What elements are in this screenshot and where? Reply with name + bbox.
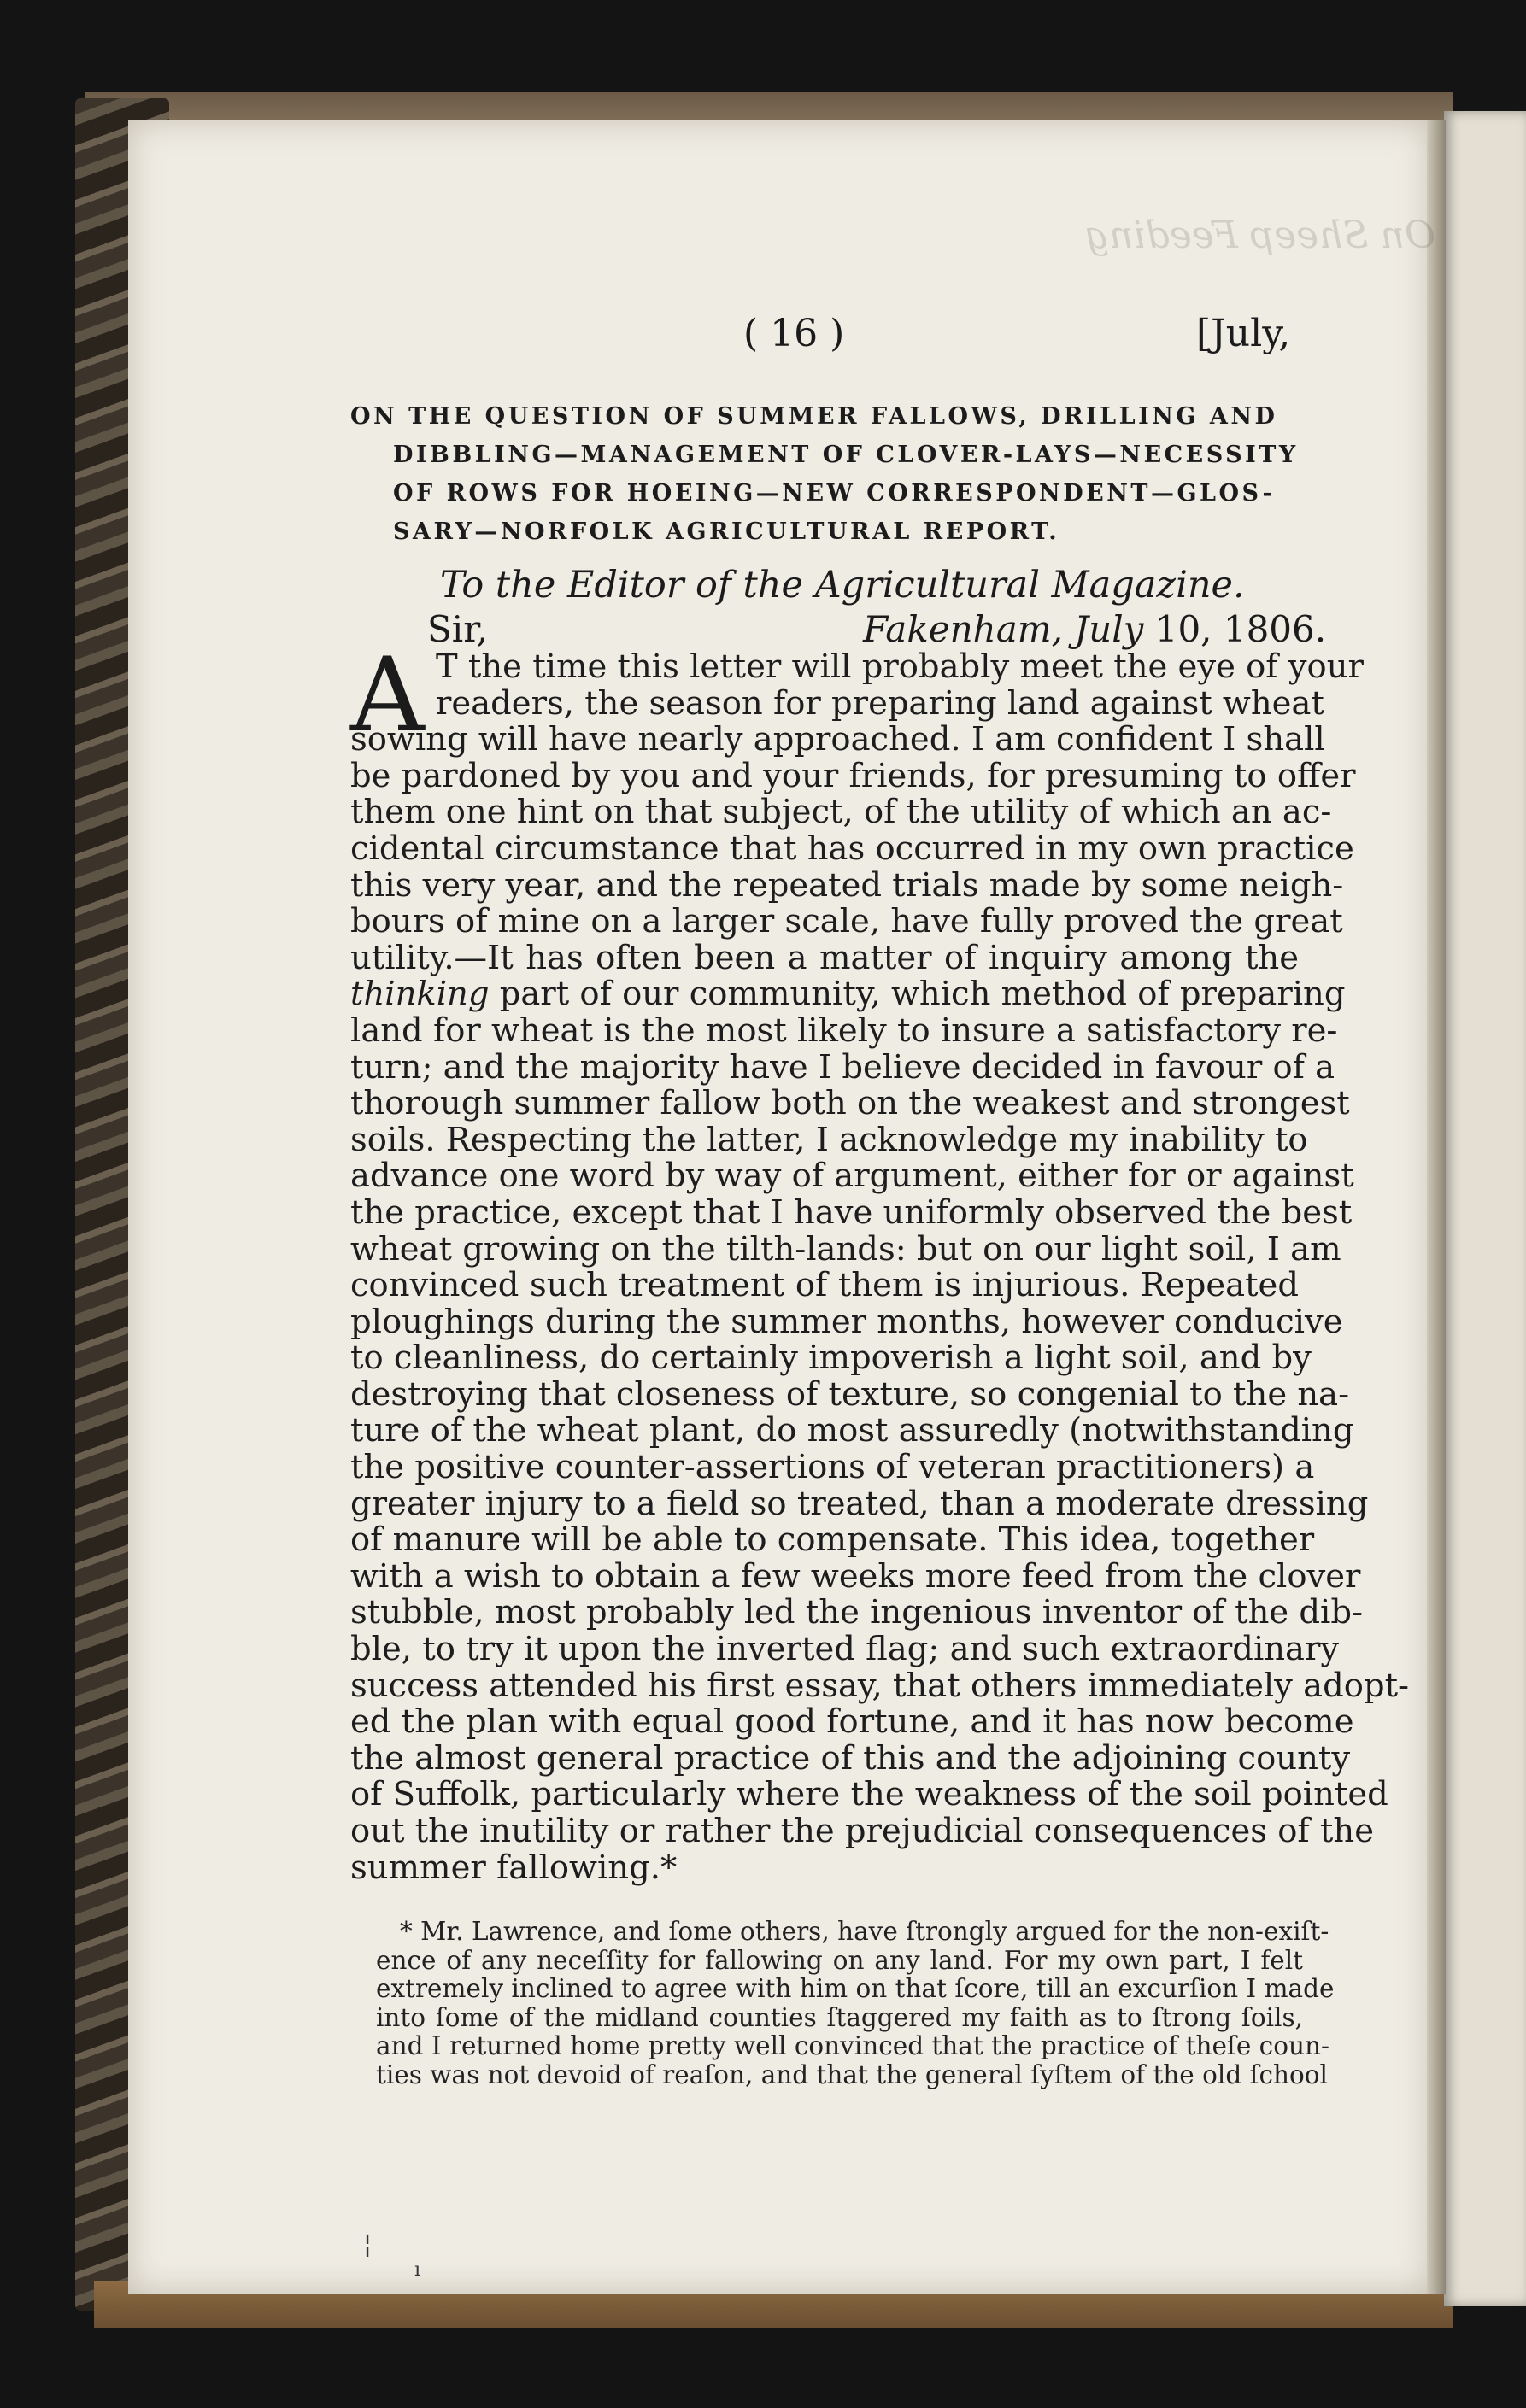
body-line: of manure will be able to compensate. This idea, together (350, 1520, 1315, 1560)
body-line: thorough summer fallow both on the weakest and strongest (350, 1084, 1350, 1123)
running-head-month: [July, (1196, 312, 1291, 355)
page-gutter (1427, 120, 1446, 2294)
letter-body (350, 647, 1410, 1887)
title-line: SARY—NORFOLK AGRICULTURAL REPORT. (393, 519, 1060, 545)
body-line: land for wheat is the most likely to insure a satisfactory re- (350, 1011, 1338, 1050)
footnote-line: ties was not devoid of reaſon, and that the general ſyſtem of the old ſchool (376, 2059, 1328, 2089)
dateline-date: 10, 1806. (1154, 608, 1327, 650)
body-line: turn; and the majority have I believe decided in favour of a (350, 1047, 1335, 1087)
footnote-line: ence of any neceſſity for fallowing on any land. For my own part, I felt (376, 1945, 1303, 1975)
editor-address: To the Editor of the Agricultural Magazine. (440, 564, 1245, 606)
body-line: of Suffolk, particularly where the weakness of the soil pointed (350, 1775, 1388, 1814)
facing-page-edge (1444, 111, 1526, 2306)
dateline-place: Fakenham, July (863, 608, 1144, 650)
footnote-line: into ſome of the midland counties ſtaggered my faith as to ſtrong ſoils, (376, 2002, 1303, 2032)
dateline (863, 608, 1326, 650)
body-line: wheat growing on the tilth-lands: but on our light soil, I am (350, 1229, 1341, 1268)
title-line: OF ROWS FOR HOEING—NEW CORRESPONDENT—GLOS- (393, 480, 1276, 507)
body-line: convinced such treatment of them is injurious. Repeated (350, 1266, 1299, 1305)
body-line: to cleanliness, do certainly impoverish a light soil, and by (350, 1339, 1312, 1378)
footnote-line: and I returned home pretty well convinced that the practice of theſe coun- (376, 2031, 1329, 2060)
body-line: ploughings during the summer months, however conducive (350, 1302, 1343, 1341)
body-line: ed the plan with equal good fortune, and it has now become (350, 1702, 1354, 1742)
body-line: stubble, most probably led the ingenious inventor of the dib- (350, 1593, 1364, 1632)
body-line: out the inutility or rather the prejudicial consequences of the (350, 1812, 1374, 1850)
body-line: bours of mine on a larger scale, have fully proved the great (350, 902, 1343, 941)
body-line: the almost general practice of this and the adjoining county (350, 1738, 1351, 1778)
footnote-line: * Mr. Lawrence, and ſome others, have ſtrongly argued for the non-exiſt- (400, 1917, 1329, 1946)
body-line: soils. Respecting the latter, I acknowledge my inability to (350, 1120, 1308, 1159)
title-line: DIBBLING—MANAGEMENT OF CLOVER-LAYS—NECESSITY (393, 442, 1299, 468)
body-line: success attended his first essay, that others immediately adopt- (350, 1666, 1410, 1705)
ink-mark: ¦ (363, 2229, 373, 2259)
body-line: this very year, and the repeated trials made by some neigh- (350, 865, 1344, 905)
bleed-through-text: On Sheep Feeding (1084, 214, 1435, 257)
body-line: T the time this letter will probably meet the eye of your (436, 647, 1364, 686)
body-line: summer fallowing.* (350, 1848, 678, 1887)
article-title (350, 397, 1303, 551)
body-line: sowing will have nearly approached. I am confident I shall (350, 720, 1325, 759)
body-line: readers, the season for preparing land against wheat (436, 683, 1324, 723)
title-line: ON THE QUESTION OF SUMMER FALLOWS, DRILLING AND (350, 403, 1278, 430)
italic-line-rest: part of our community, which method of preparing (489, 975, 1346, 1014)
body-line: the practice, except that I have uniformly observed the best (350, 1192, 1353, 1232)
body-line: greater injury to a field so treated, than a moderate dressing (350, 1484, 1369, 1523)
body-line: advance one word by way of argument, either for or against (350, 1157, 1354, 1196)
body-line: with a wish to obtain a few weeks more feed from the clover (350, 1556, 1361, 1596)
footnote-line: extremely inclined to agree with him on that ſcore, till an excurſion I made (376, 1974, 1335, 2003)
body-line-italic (350, 975, 1346, 1014)
body-line: ble, to try it upon the inverted flag; and such extraordinary (350, 1630, 1340, 1669)
ink-mark: ı (414, 2259, 421, 2281)
body-line: destroying that closeness of texture, so congenial to the na- (350, 1374, 1350, 1414)
body-line: them one hint on that subject, of the utility of which an ac- (350, 793, 1332, 832)
body-line: the positive counter-assertions of veteran practitioners) a (350, 1448, 1315, 1487)
italic-word: thinking (350, 975, 490, 1014)
body-line: cidental circumstance that has occurred in my own practice (350, 829, 1354, 868)
drop-cap: A (350, 636, 425, 755)
salutation-sir: Sir, (427, 608, 489, 650)
body-line: utility.—It has often been a matter of inquiry among the (350, 938, 1299, 977)
body-line: ture of the wheat plant, do most assuredly (notwithstanding (350, 1411, 1354, 1450)
footnote (376, 1917, 1335, 2089)
body-line: be pardoned by you and your friends, for presuming to offer (350, 756, 1356, 795)
page-number: ( 16 ) (743, 312, 845, 355)
